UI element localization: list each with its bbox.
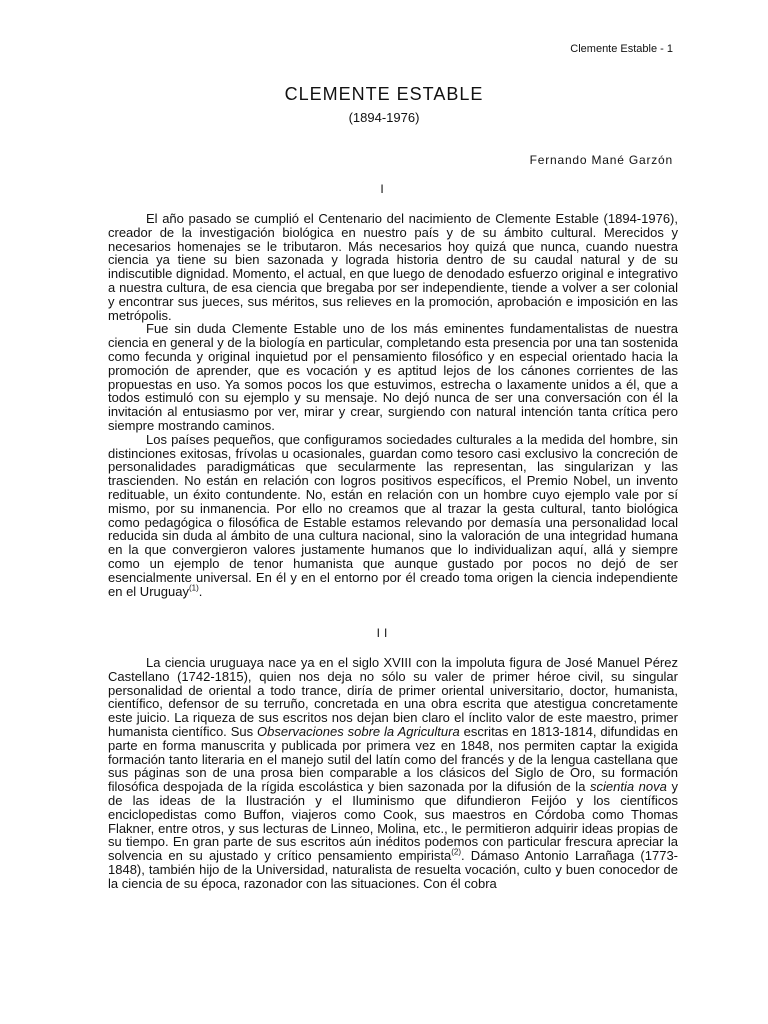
section-numeral-1: I <box>380 182 388 196</box>
running-head: Clemente Estable - 1 <box>570 43 673 55</box>
paragraph-text: Los países pequeños, que configuramos sociedades culturales a la medida del hombre, sin distinciones exitosas, frívolas u ocasionales, guardan como tesoro casi exclusivo la concreción de personalidades paradigmáticas que secularmente las representan, las singularizan y las trascienden. No están en relación con logros positivos específicos, el Premio Nobel, un invento redituable, un éxito contundente. No, están en relación con un hombre cuyo ejemplo vale por sí mismo, por su inmanencia. Por ello no creamos que al trazar la gesta cultural, tanto biológica como pedagógica o filosófica de Estable estamos relevando por demasía una personalidad local reducida sin duda al ámbito de una cultura nacional, sino la valoración de una integridad humana en la que convergieron valores justamente humanos que lo individualizan aquí, allá y siempre como un ejemplo de tenor humanista que aunque gustado por pocos no dejó de ser esencialmente universal. En él y en el entorno por él creado toma origen la ciencia independiente en el Uruguay <box>108 431 678 599</box>
paragraph-text: escritas en 1813-1814, difundidas en parte en forma manuscrita y publicada por primera vez en 1848, nos permiten captar la exigida formación tanto literaria en el manejo sutil del latín como del francés y de la lengua castellana que sus páginas son de una prosa bien comparable a los clásicos del Siglo de Oro, su formación filosófica despojada de la rígida escolástica y bien sazonada por la difusión de la <box>108 723 678 795</box>
book-title: Observaciones sobre la Agricultura <box>257 723 460 739</box>
paragraph-end: . <box>198 583 203 599</box>
paragraph: Fue sin duda Clemente Estable uno de los más eminentes fundamentalistas de nuestra ciencia en general y de la biología en particular, completando esta presencia por una tan sostenida como fecunda y original inquietud por el pensamiento filosófico y en especial orientado hacia la promoción de aprender, que es vocación y es aptitud lejos de los cánones corrientes de las propuestas en uso. Ya somos pocos los que estuvimos, estrecha o laxamente unidos a él, que a todos estimuló con su ejemplo y su mensaje. No dejó nunca de ser una conversación con él la invitación al entusiasmo por ver, mirar y crear, surgiendo con natural intención tanta crítica pero siempre mostrando caminos. <box>108 321 678 433</box>
paragraph <box>108 656 678 891</box>
document-title: CLEMENTE ESTABLE <box>284 84 484 104</box>
life-years: (1894-1976) <box>348 110 420 125</box>
paragraph-text: La ciencia uruguaya nace ya en el siglo XVIII con la impoluta figura de José Manuel Pérez Castellano (1742-1815), quien nos deja no sólo su valer de primer héroe civil, su singular personalidad de oriental a todo trance, diría de primer oriental universitario, doctor, humanista, científico, defensor de su terruño, concretada en una obra escrita que atestigua concretamente este juicio. La riqueza de sus escritos nos dejan bien claro el ínclito valor de este maestro, primer humanista científico. Sus <box>108 655 678 739</box>
paragraph-text: . Dámaso Antonio Larrañaga (1773-1848), también hijo de la Universidad, naturalista de resuelta vocación, culto y buen conocedor de la ciencia de su época, razonador con las situaciones. Con él cobra <box>108 848 678 891</box>
section-numeral-2: II <box>376 626 392 640</box>
paragraph: El año pasado se cumplió el Centenario del nacimiento de Clemente Estable (1894-1976), creador de la investigación biológica en nuestro país y de su ámbito cultural. Merecidos y necesarios homenajes se le tributaron. Más necesarios hoy quizá que nunca, cuando nuestra ciencia ya tiene su bien sazonada y lograda historia dentro de su caudal natural y de su indiscutible dignidad. Momento, el actual, en que luego de denodado esfuerzo original e integrativo a nuestra cultura, de esa ciencia que bregaba por ser independiente, tiende a volver a ser colonial y encontrar sus jueces, sus méritos, sus relieves en la promoción, aprobación e imposición en las metrópolis. <box>108 211 678 323</box>
footnote-ref[interactable]: (1) <box>188 583 199 593</box>
paragraph <box>108 433 678 599</box>
latin-term: scientia nova <box>590 779 667 795</box>
footnote-ref[interactable]: (2) <box>451 847 461 857</box>
section-1-body <box>108 212 678 598</box>
author-name: Fernando Mané Garzón <box>529 153 673 167</box>
section-2-body <box>108 656 678 891</box>
paragraph-text: y de las ideas de la Ilustración y el Iluminismo que difundieron Feijóo y los científicos enciclopedistas como Buffon, viajeros como Cook, sus maestros en Córdoba como Thomas Flakner, entre otros, y sus lecturas de Linneo, Molina, etc., le permitieron adquirir ideas propias de su tiempo. En gran parte de sus escritos aún inéditos podemos con particular frescura apreciar la solvencia en su ajustado y crítico pensamiento empirista <box>108 779 678 864</box>
